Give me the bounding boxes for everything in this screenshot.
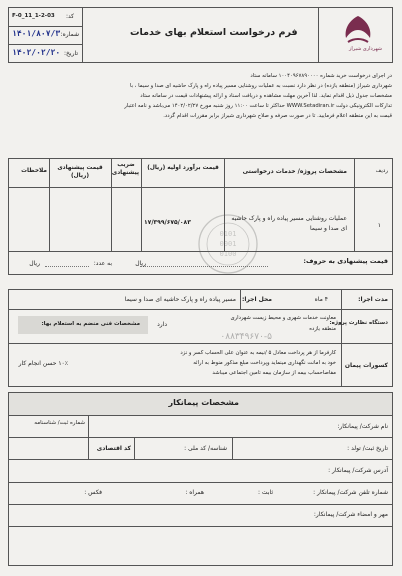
expert-block	[18, 316, 168, 334]
location-label: محل اجرا:	[241, 296, 272, 303]
form-title: فرم درخواست استعلام بهای خدمات	[130, 27, 298, 38]
economic-code-field[interactable]	[12, 440, 86, 456]
deductions-text-1: کارفرما از هر پرداخت معادل ۵ /نیمه به عنوان علی الحساب کسر و نزد	[180, 350, 336, 356]
birth-date-field[interactable]	[236, 440, 326, 456]
col-proposed-price-header: قیمت پیشنهادی (ریال)	[57, 165, 103, 179]
fixed-phone-label: ثابت :	[258, 489, 273, 496]
phone-field[interactable]	[12, 485, 282, 501]
svg-text:0101: 0101	[219, 230, 237, 238]
intro-line-3: مشخصات جدول ذیل اقدام نماید. لذا آخرین مهلت مشاهده و دریافت اسناد و ارائه پیشنهادات قیمت در سامانه ستاد	[140, 93, 392, 99]
deductions-label: کسورات پیمان	[344, 362, 388, 369]
col-spec-header: مشخصات پروژه/ خدمات درخواستی	[242, 168, 347, 175]
number-label: شماره:	[60, 31, 79, 38]
address-label: آدرس شرکت/ پیمانکار :	[328, 467, 388, 474]
date-value: ۱۴۰۲/۰۲/۲۰	[12, 48, 61, 57]
intro-line-1: در اجرای درخواست خرید شماره ۱۰۰۴۰۹۶۷۸۹۰۰۰۰ سامانه ستاد	[250, 73, 392, 79]
svg-text:0100: 0100	[219, 250, 237, 258]
deductions-text-2: خود به امانت نگهداری مینماید وپرداخت مبلغ مذکور منوط به ارائه	[193, 360, 336, 366]
supervisor-value-1: معاونت خدمات شهری و محیط زیست شهرداری	[230, 315, 336, 321]
price-in-words-label: قیمت پیشنهادی به حروف:	[303, 257, 388, 265]
company-name-label: نام شرکت/ پیمانکار:	[337, 423, 388, 430]
intro-line-5: قیمت به این منطقه اعلام فرمایید. تا در صورت صرفه و صلاح شهرداری شیراز برابر مقررات اقدام گردد.	[163, 113, 392, 119]
birth-date-label: تاریخ ثبت/ تولد :	[347, 445, 388, 452]
intro-line-2: شهرداری شیراز (منطقه یازده) در نظر دارد نسبت به عملیات روشنایی مسیر پیاده راه و پارک حاشیه ای صدا و سیما ، با	[130, 83, 392, 89]
col-initial-price-header: قیمت برآورد اولیه (ریال)	[147, 165, 219, 171]
row-1-initial-price: ۱۷/۳۹۹/۶۷۵/۰۸۳	[144, 219, 191, 226]
supervisor-label: دستگاه نظارت پروژه:	[329, 320, 388, 326]
date-label: تاریخ:	[64, 50, 78, 57]
phone-label: شماره تلفن شرکت/ پیمانکار :	[313, 489, 388, 496]
price-numeric-label: به عدد:	[93, 260, 112, 267]
faded-stamp	[196, 212, 260, 276]
good-performance: ۱۰٪ حسن انجام کار	[18, 360, 68, 367]
mobile-label: همراه :	[185, 489, 204, 496]
deductions-text-3: مفاصاحساب بیمه از سازمان بیمه تامین اجتماعی میباشد	[212, 370, 336, 376]
svg-text:0001: 0001	[219, 240, 237, 248]
signature-label: مهر و امضاء شرکت/ پیمانکار:	[313, 511, 388, 518]
expert-value: دارد	[157, 321, 167, 328]
shiraz-municipality-logo-icon	[330, 12, 386, 56]
intro-line-4: تدارکات الکترونیکی دولت WWW.Setadiran.ir حداکثر تا ساعت ۱۱:۰۰ روز شنبه مورخ ۱۴۰۲/۰۲/۲۷ می‌باشد و نامه اعتبار	[124, 103, 392, 109]
signature-field[interactable]	[12, 507, 292, 563]
fax-label: فکس :	[84, 489, 102, 496]
price-numeric-rial: ریال	[29, 260, 40, 267]
number-value: ۱۴۰۱/۸۰۷/۳	[12, 29, 61, 38]
code-label: کد:	[65, 13, 74, 20]
contractor-section-title: مشخصات پیمانکار	[168, 398, 239, 407]
price-numeric-line[interactable]	[45, 266, 89, 267]
location-value: مسیر پیاده راه و پارک حاشیه ای صدا و سیما	[124, 296, 236, 303]
row-1-spec: عملیات روشنایی مسیر پیاده راه و پارک حاشیه ای صدا و سیما	[231, 215, 347, 232]
col-factor-header: ضریب پیشنهادی	[111, 162, 139, 176]
logo-text: شهرداری شیراز	[348, 46, 382, 52]
price-in-words-rial: ریال	[135, 260, 146, 267]
registration-number-label: شماره ثبت/ شناسنامه	[34, 420, 85, 426]
row-1-index: ۱	[377, 222, 381, 229]
duration-label: مدت اجرا:	[358, 296, 388, 303]
col-notes-header: ملاحظات	[21, 168, 47, 174]
code-value: F-0_11_1-2-03	[12, 13, 55, 19]
duration-value: ۴ ماه	[314, 296, 328, 303]
company-name-field[interactable]	[92, 418, 322, 434]
col-row-header: ردیف	[375, 168, 388, 174]
expert-label: مشخصات فنی منضم به استعلام بها:	[41, 321, 140, 327]
stamp-number: ۰۸۸۳۴۹۶۷۰-۵	[220, 332, 272, 342]
address-field[interactable]	[12, 462, 302, 478]
supervisor-value-2: منطقه یازده	[309, 326, 336, 332]
national-id-field[interactable]	[138, 440, 228, 456]
national-id-label: شناسه/ کد ملی :	[184, 445, 227, 452]
economic-code-label: کد اقتصادی	[96, 445, 131, 452]
